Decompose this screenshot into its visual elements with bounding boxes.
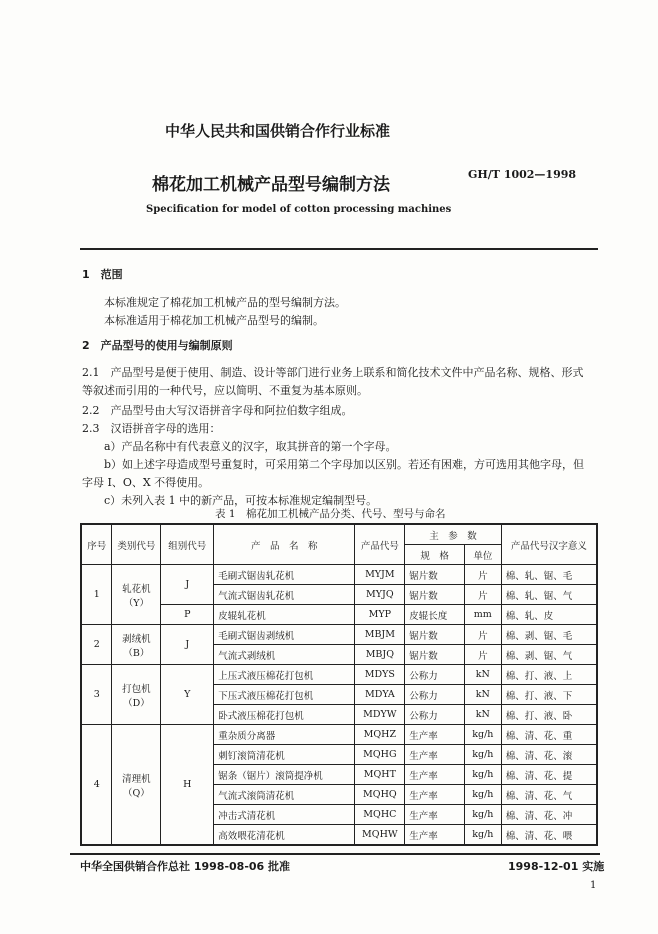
cell-group: Y <box>161 665 214 725</box>
cell-spec: 公称力 <box>405 665 465 685</box>
cell-spec: 生产率 <box>405 745 465 765</box>
document-title: 棉花加工机械产品型号编制方法 <box>152 175 390 195</box>
header-name: 产 品 名 称 <box>214 524 355 565</box>
cell-meaning: 棉、清、花、重 <box>501 725 597 745</box>
cell-unit: mm <box>464 605 501 625</box>
cell-unit: kg/h <box>464 805 501 825</box>
header-no: 序号 <box>81 524 112 565</box>
cell-spec: 生产率 <box>405 725 465 745</box>
cell-product-code: MDYA <box>355 685 405 705</box>
cell-product-name: 重杂质分离器 <box>214 725 355 745</box>
cell-product-name: 皮辊轧花机 <box>214 605 355 625</box>
cell-group: H <box>161 725 214 846</box>
cell-unit: kg/h <box>464 745 501 765</box>
cell-meaning: 棉、打、液、卧 <box>501 705 597 725</box>
category-letter: （D） <box>123 697 150 709</box>
cell-product-name: 刺钉滚筒清花机 <box>214 745 355 765</box>
cell-unit: kN <box>464 705 501 725</box>
cell-meaning: 棉、轧、锯、气 <box>501 585 597 605</box>
paragraph-line: 等叙述而引用的一种代号，应以简明、不重复为基本原则。 <box>82 384 368 397</box>
cell-category <box>112 625 161 665</box>
cell-unit: 片 <box>464 625 501 645</box>
header-group: 组别代号 <box>161 524 214 565</box>
cell-group: J <box>161 565 214 605</box>
category-name: 轧花机 <box>122 583 151 595</box>
cell-product-code: MQHT <box>355 765 405 785</box>
cell-group: P <box>161 605 214 625</box>
cell-category <box>112 665 161 725</box>
org-standard-heading: 中华人民共和国供销合作行业标准 <box>165 122 391 140</box>
paragraph-line: c）未列入表 1 中的新产品，可按本标准规定编制型号。 <box>104 494 378 507</box>
cell-meaning: 棉、清、花、冲 <box>501 805 597 825</box>
cell-unit: 片 <box>464 645 501 665</box>
section-heading: 2 产品型号的使用与编制原则 <box>82 339 233 352</box>
cell-product-name: 毛刷式锯齿轧花机 <box>214 565 355 585</box>
cell-spec: 生产率 <box>405 765 465 785</box>
cell-product-code: MYJM <box>355 565 405 585</box>
table-row <box>81 665 597 685</box>
cell-meaning: 棉、清、花、喂 <box>501 825 597 846</box>
cell-product-code: MQHG <box>355 745 405 765</box>
paragraph-line: 2.3 汉语拼音字母的选用： <box>82 422 221 435</box>
cell-no: 3 <box>81 665 112 725</box>
category-letter: （Y） <box>123 597 150 609</box>
category-letter: （Q） <box>122 787 150 799</box>
table-caption: 表 1 棉花加工机械产品分类、代号、型号与命名 <box>215 508 446 520</box>
cell-product-code: MQHQ <box>355 785 405 805</box>
cell-meaning: 棉、轧、皮 <box>501 605 597 625</box>
product-table <box>80 523 598 846</box>
cell-spec: 生产率 <box>405 785 465 805</box>
cell-spec: 生产率 <box>405 825 465 846</box>
cell-product-code: MQHZ <box>355 725 405 745</box>
cell-spec: 锯片数 <box>405 585 465 605</box>
table-header-row <box>81 524 597 545</box>
header-code: 产品代号 <box>355 524 405 565</box>
cell-product-name: 下压式液压棉花打包机 <box>214 685 355 705</box>
approval-text: 中华全国供销合作总社 1998-08-06 批准 <box>80 860 291 873</box>
cell-no: 2 <box>81 625 112 665</box>
cell-product-code: MYP <box>355 605 405 625</box>
cell-meaning: 棉、剥、锯、毛 <box>501 625 597 645</box>
category-name: 剥绒机 <box>122 633 151 645</box>
cell-product-name: 卧式液压棉花打包机 <box>214 705 355 725</box>
cell-product-code: MYJQ <box>355 585 405 605</box>
cell-spec: 皮辊长度 <box>405 605 465 625</box>
cell-spec: 锯片数 <box>405 625 465 645</box>
paragraph-line: 本标准规定了棉花加工机械产品的型号编制方法。 <box>104 296 346 309</box>
cell-product-name: 毛刷式锯齿剥绒机 <box>214 625 355 645</box>
cell-product-name: 气流式滚筒清花机 <box>214 785 355 805</box>
header-spec: 规 格 <box>405 545 465 565</box>
paragraph-line: b）如上述字母造成型号重复时，可采用第二个字母加以区别。若还有困难，方可选用其他字母，但 <box>104 458 585 471</box>
category-name: 清理机 <box>122 773 151 785</box>
cell-spec: 公称力 <box>405 705 465 725</box>
english-title: Specification for model of cotton processing machines <box>146 204 452 215</box>
cell-unit: kg/h <box>464 765 501 785</box>
cell-product-name: 气流式剥绒机 <box>214 645 355 665</box>
cell-no: 4 <box>81 725 112 846</box>
cell-meaning: 棉、清、花、提 <box>501 765 597 785</box>
cell-meaning: 棉、打、液、下 <box>501 685 597 705</box>
header-category: 类别代号 <box>112 524 161 565</box>
cell-unit: kN <box>464 685 501 705</box>
cell-category <box>112 725 161 846</box>
paragraph-line: 2.1 产品型号是便于使用、制造、设计等部门进行业务上联系和简化技术文件中产品名称、规格、形式 <box>82 366 584 379</box>
cell-product-code: MQHC <box>355 805 405 825</box>
cell-no: 1 <box>81 565 112 625</box>
section-heading: 1 范围 <box>82 268 123 281</box>
cell-category <box>112 565 161 625</box>
cell-group: J <box>161 625 214 665</box>
cell-meaning: 棉、清、花、滚 <box>501 745 597 765</box>
paragraph-line: 字母 I、O、X 不得使用。 <box>82 476 210 489</box>
cell-spec: 生产率 <box>405 805 465 825</box>
standard-code: GH/T 1002—1998 <box>468 168 577 181</box>
cell-product-name: 上压式液压棉花打包机 <box>214 665 355 685</box>
cell-unit: 片 <box>464 585 501 605</box>
cell-spec: 锯片数 <box>405 565 465 585</box>
category-name: 打包机 <box>122 683 151 695</box>
cell-product-name: 气流式锯齿轧花机 <box>214 585 355 605</box>
cell-meaning: 棉、剥、锯、气 <box>501 645 597 665</box>
cell-unit: kg/h <box>464 725 501 745</box>
cell-unit: kg/h <box>464 785 501 805</box>
cell-meaning: 棉、打、液、上 <box>501 665 597 685</box>
cell-product-code: MBJM <box>355 625 405 645</box>
category-letter: （B） <box>123 647 150 659</box>
table-row <box>81 565 597 585</box>
cell-meaning: 棉、轧、锯、毛 <box>501 565 597 585</box>
paragraph-line: a）产品名称中有代表意义的汉字，取其拼音的第一个字母。 <box>104 440 397 453</box>
implementation-date: 1998-12-01 实施 <box>508 860 605 873</box>
cell-product-code: MDYW <box>355 705 405 725</box>
cell-unit: 片 <box>464 565 501 585</box>
cell-meaning: 棉、清、花、气 <box>501 785 597 805</box>
paragraph-line: 本标准适用于棉花加工机械产品型号的编制。 <box>104 314 324 327</box>
cell-product-name: 冲击式清花机 <box>214 805 355 825</box>
cell-product-code: MBJQ <box>355 645 405 665</box>
header-unit: 单位 <box>464 545 501 565</box>
cell-product-code: MDYS <box>355 665 405 685</box>
table-row <box>81 725 597 745</box>
footer-divider <box>70 853 600 855</box>
cell-product-name: 锯条（锯片）滚筒提净机 <box>214 765 355 785</box>
cell-unit: kN <box>464 665 501 685</box>
cell-spec: 公称力 <box>405 685 465 705</box>
page-number: 1 <box>590 880 597 891</box>
cell-product-code: MQHW <box>355 825 405 846</box>
cell-unit: kg/h <box>464 825 501 846</box>
header-divider <box>80 248 598 250</box>
cell-product-name: 高效喂花清花机 <box>214 825 355 846</box>
table-row <box>81 625 597 645</box>
header-meaning: 产品代号汉字意义 <box>501 524 597 565</box>
paragraph-line: 2.2 产品型号由大写汉语拼音字母和阿拉伯数字组成。 <box>82 404 353 417</box>
cell-spec: 锯片数 <box>405 645 465 665</box>
header-main-param: 主 参 数 <box>405 524 501 545</box>
